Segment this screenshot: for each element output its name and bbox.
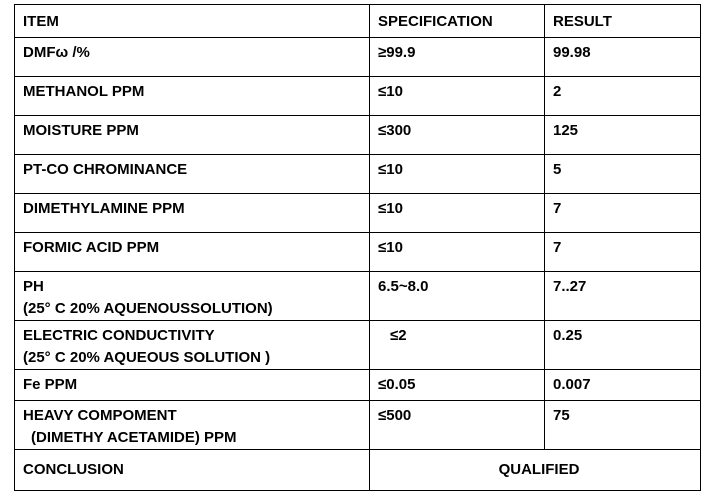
spec-cell: ≥99.9 xyxy=(370,38,545,77)
result-cell: 7 xyxy=(545,194,701,233)
item-label: ELECTRIC CONDUCTIVITY xyxy=(23,327,215,344)
item-label: METHANOL PPM xyxy=(23,83,145,100)
result-cell: 0.007 xyxy=(545,370,701,401)
conclusion-value: QUALIFIED xyxy=(370,450,701,491)
item-label: FORMIC ACID PPM xyxy=(23,239,160,256)
item-cell xyxy=(15,233,370,272)
conclusion-row xyxy=(15,450,701,491)
result-cell: 5 xyxy=(545,155,701,194)
result-cell: 0.25 xyxy=(545,321,701,370)
spec-cell: 6.5~8.0 xyxy=(370,272,545,321)
spec-cell: ≤0.05 xyxy=(370,370,545,401)
spec-cell: ≤300 xyxy=(370,116,545,155)
item-label: HEAVY COMPOMENT xyxy=(23,407,177,424)
item-cell xyxy=(15,77,370,116)
item-cell xyxy=(15,272,370,321)
conclusion-label: CONCLUSION xyxy=(15,450,370,491)
item-label: PH xyxy=(23,278,44,295)
item-sublabel: (25° C 20% AQUENOUSSOLUTION) xyxy=(23,300,273,317)
item-label: Fe PPM xyxy=(23,376,78,393)
header-result: RESULT xyxy=(545,5,701,38)
result-cell: 125 xyxy=(545,116,701,155)
table-row xyxy=(15,77,701,116)
table-row xyxy=(15,194,701,233)
specification-table xyxy=(14,4,701,491)
item-cell xyxy=(15,155,370,194)
item-label: DMFω /% xyxy=(23,44,90,61)
item-cell xyxy=(15,116,370,155)
spec-cell: ≤10 xyxy=(370,155,545,194)
item-sublabel: (25° C 20% AQUEOUS SOLUTION ) xyxy=(23,349,271,366)
table-row xyxy=(15,38,701,77)
table-row xyxy=(15,370,701,401)
table-row xyxy=(15,233,701,272)
item-label: PT-CO CHROMINANCE xyxy=(23,161,188,178)
item-sublabel: (DIMETHY ACETAMIDE) PPM xyxy=(31,429,237,446)
result-cell: 2 xyxy=(545,77,701,116)
result-cell: 75 xyxy=(545,401,701,450)
table-row xyxy=(15,155,701,194)
item-cell xyxy=(15,194,370,233)
spec-cell: ≤10 xyxy=(370,77,545,116)
spec-cell: ≤10 xyxy=(370,233,545,272)
item-cell xyxy=(15,38,370,77)
spec-cell: ≤2 xyxy=(370,321,545,370)
table-header-row xyxy=(15,5,701,38)
spec-cell: ≤10 xyxy=(370,194,545,233)
table-row xyxy=(15,321,701,370)
item-cell xyxy=(15,370,370,401)
result-cell: 7 xyxy=(545,233,701,272)
item-cell xyxy=(15,401,370,450)
item-cell xyxy=(15,321,370,370)
item-label: MOISTURE PPM xyxy=(23,122,139,139)
header-specification: SPECIFICATION xyxy=(370,5,545,38)
table-row xyxy=(15,116,701,155)
item-label: DIMETHYLAMINE PPM xyxy=(23,200,185,217)
table-row xyxy=(15,401,701,450)
spec-cell: ≤500 xyxy=(370,401,545,450)
result-cell: 7..27 xyxy=(545,272,701,321)
table-row xyxy=(15,272,701,321)
result-cell: 99.98 xyxy=(545,38,701,77)
header-item: ITEM xyxy=(15,5,370,38)
